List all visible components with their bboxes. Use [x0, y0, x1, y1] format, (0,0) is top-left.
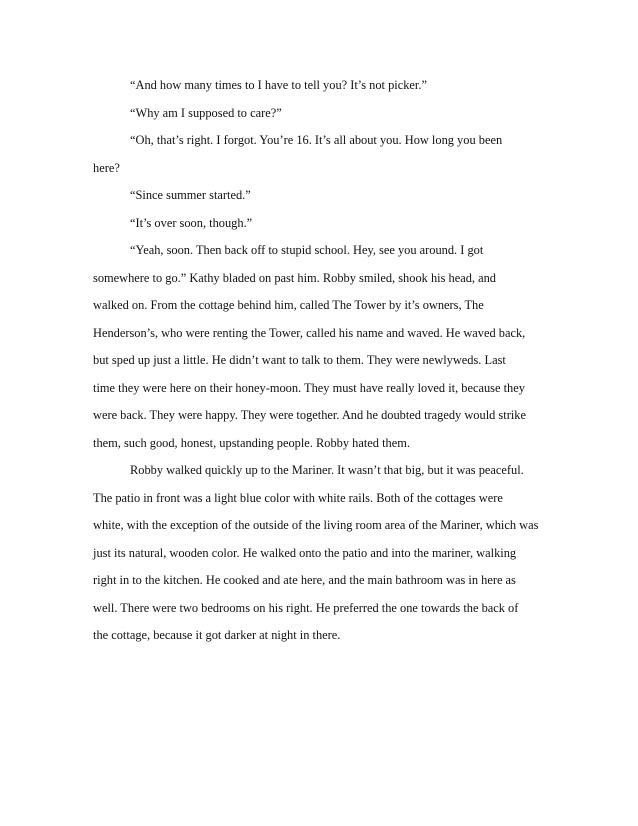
text-line: white, with the exception of the outside of the living room area of the Mariner, which was [93, 518, 539, 532]
text-line: but sped up just a little. He didn’t want to talk to them. They were newlyweds. Last [93, 353, 506, 367]
text-line: just its natural, wooden color. He walked onto the patio and into the mariner, walking [93, 545, 517, 560]
text-line: the cottage, because it got darker at night in there. [93, 628, 341, 642]
text-line: somewhere to go.” Kathy bladed on past him. Robby smiled, shook his head, and [93, 270, 496, 285]
text-line: walked on. From the cottage behind him, called The Tower by it’s owners, The [93, 298, 484, 312]
text-line: time they were here on their honey-moon. They must have really loved it, because they [93, 380, 525, 395]
text-line: “It’s over soon, though.” [130, 215, 253, 230]
text-line: The patio in front was a light blue color with white rails. Both of the cottages were [93, 490, 503, 505]
text-line: here? [93, 160, 120, 175]
text-line: Henderson’s, who were renting the Tower, called his name and waved. He waved back, [93, 325, 526, 340]
text-line: well. There were two bedrooms on his right. He preferred the one towards the back of [93, 600, 519, 615]
text-line: “And how many times to I have to tell you? It’s not picker.” [130, 78, 427, 92]
text-line: “Why am I supposed to care?” [130, 105, 282, 120]
text-line: Robby walked quickly up to the Mariner. It wasn’t that big, but it was peaceful. [130, 463, 524, 477]
text-line: them, such good, honest, upstanding people. Robby hated them. [93, 435, 410, 450]
text-line: “Oh, that’s right. I forgot. You’re 16. It’s all about you. How long you been [130, 133, 503, 147]
document-body [93, 72, 553, 650]
text-line: “Since summer started.” [130, 188, 251, 202]
text-line: were back. They were happy. They were together. And he doubted tragedy would strike [93, 408, 526, 422]
text-line: right in to the kitchen. He cooked and ate here, and the main bathroom was in here as [93, 573, 516, 587]
text-line: “Yeah, soon. Then back off to stupid school. Hey, see you around. I got [130, 243, 484, 257]
